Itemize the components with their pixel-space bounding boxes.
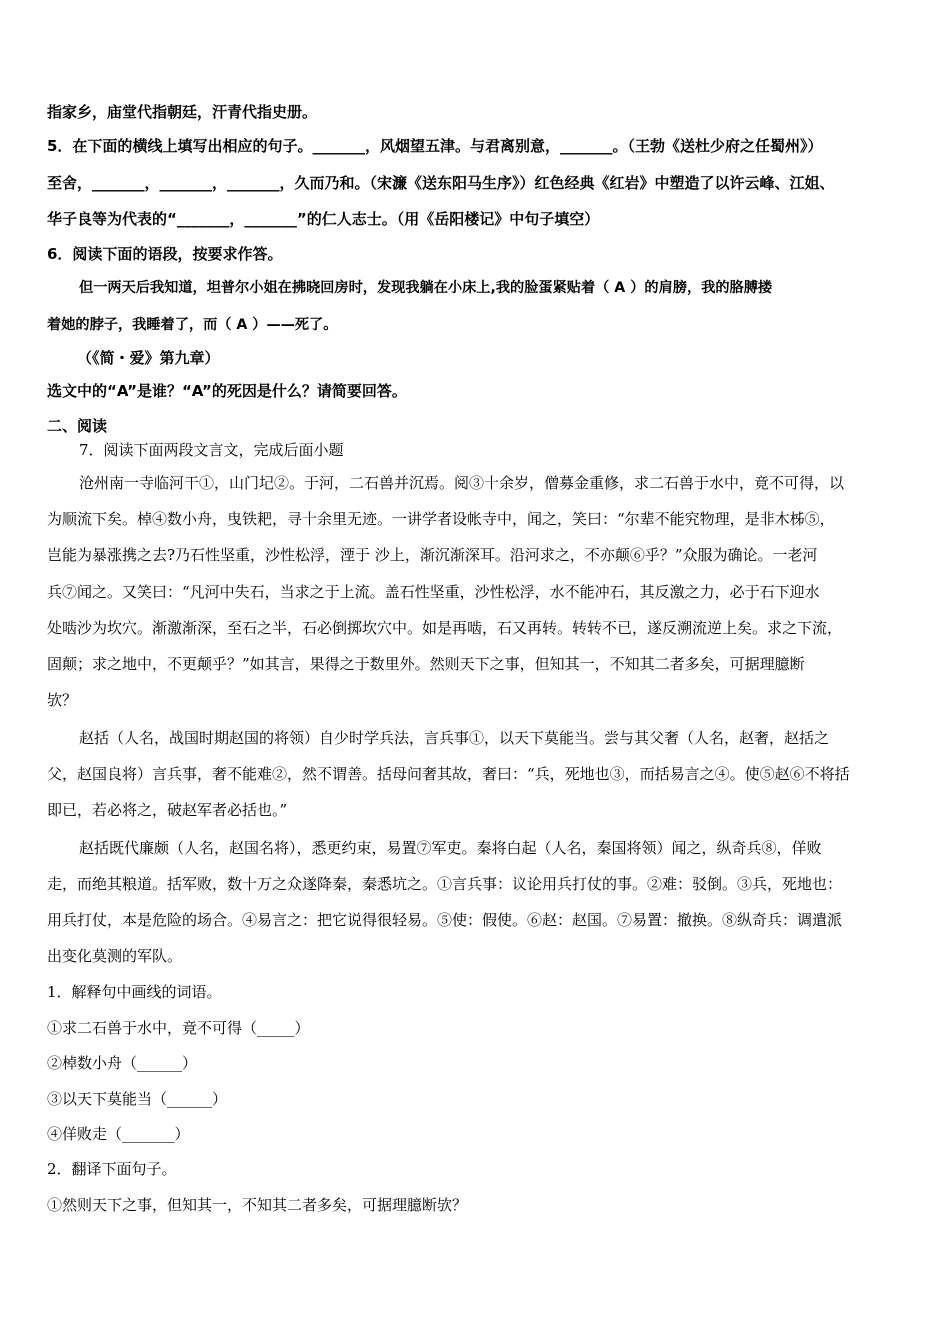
passage-2-line: 父，赵国良将）言兵事，奢不能难②，然不谓善。括母问奢其故，奢曰：“兵，死地也③，而括易言之④。使⑤赵⑥不将括: [47, 765, 850, 783]
sub1-item: ④佯败走（_______）: [47, 1125, 190, 1143]
passage-1-line: 沧州南一寺临河干①，山门圮②。于河，二石兽并沉焉。阅③十余岁，僧募金重修，求二石兽于水中，竟不可得，以: [79, 474, 845, 492]
passage-3-line: 用兵打仗，本是危险的场合。④易言之：把它说得很轻易。⑤使：假使。⑥赵：赵国。⑦易置：撤换。⑧纵奇兵：调遣派: [47, 911, 843, 929]
passage-3-line: 赵括既代廉颇（人名，赵国名将），悉更约束，易置⑦军吏。秦将白起（人名，秦国将领）闻之，纵奇兵⑧，佯败: [79, 839, 822, 857]
sub1-item: ①求二石兽于水中，竟不可得（_____）: [47, 1019, 310, 1037]
q6-source: （《简・爱》第九章）: [77, 349, 220, 367]
sub2-item: ①然则天下之事，但知其一，不知其二者多矣，可据理臆断欤？: [47, 1196, 468, 1214]
sub1-item: ③以天下莫能当（______）: [47, 1090, 228, 1108]
q6-passage-line-2: 着她的脖子，我睡着了，而（ A ）——死了。: [47, 317, 338, 333]
passage-1-line: 欤？: [47, 691, 78, 709]
passage-3-line: 出变化莫测的军队。: [47, 947, 183, 965]
q6-question: 选文中的“A”是谁？“A”的死因是什么？请简要回答。: [47, 382, 407, 400]
passage-3-line: 走，而绝其粮道。括军败，数十万之众遂降秦，秦悉坑之。①言兵事：议论用兵打仗的事。②难：驳倒。③兵，死地也：: [47, 875, 843, 893]
q6-passage-line-1: 但一两天后我知道，坦普尔小姐在拂晓回房时，发现我躺在小床上,我的脸蛋紧贴着（ A ）的肩膀，我的胳膊搂: [79, 280, 773, 296]
passage-2-line: 即已，若必将之，破赵军者必括也。”: [47, 801, 288, 819]
section-title: 二、阅读: [47, 417, 108, 435]
q7-heading: 7．阅读下面两段文言文，完成后面小题: [79, 441, 344, 459]
sub1-item: ②棹数小舟（______）: [47, 1054, 198, 1072]
continuation-line: 指家乡，庙堂代指朝廷，汗青代指史册。: [47, 103, 318, 121]
passage-1-line: 处啮沙为坎穴。渐激渐深，至石之半，石必倒掷坎穴中。如是再啮，石又再转。转转不已，遂反溯流逆上矣。求之下流，: [47, 619, 843, 637]
passage-1-line: 岂能为暴涨携之去?乃石性坚重，沙性松浮，湮于 沙上，渐沉渐深耳。沿河求之，不亦颠⑥乎？”众服为确论。一老河: [47, 546, 818, 564]
sub1-heading: 1．解释句中画线的词语。: [47, 983, 222, 1001]
passage-1-line: 固颠；求之地中，不更颠乎？”如其言，果得之于数里外。然则天下之事，但知其一，不知其二者多矣，可据理臆断: [47, 655, 805, 673]
q6-heading: 6．阅读下面的语段，按要求作答。: [47, 245, 283, 263]
passage-2-line: 赵括（人名，战国时期赵国的将领）自少时学兵法，言兵事①，以天下莫能当。尝与其父奢（人名，赵奢，赵括之: [79, 729, 830, 747]
passage-1-line: 为顺流下矣。棹④数小舟，曳铁耙，寻十余里无迹。一讲学者设帐寺中，闻之，笑曰：“尔辈不能究物理，是非木柹⑤，: [47, 510, 835, 528]
passage-1-line: 兵⑦闻之。又笑曰：“凡河中失石，当求之于上流。盖石性坚重，沙性松浮，水不能冲石，其反激之力，必于石下迎水: [47, 583, 820, 601]
q5-line-3: 华子良等为代表的“_______，_______”的仁人志士。（用《岳阳楼记》中句子填空）: [47, 210, 600, 228]
q5-line-2: 至舍，_______，_______，_______，久而乃和。（宋濂《送东阳马生序》）红色经典《红岩》中塑造了以许云峰、江姐、: [47, 174, 835, 192]
sub2-heading: 2．翻译下面句子。: [47, 1160, 177, 1178]
q5-line-1: 5．在下面的横线上填写出相应的句子。_______，风烟望五津。与君离别意，_______。（王勃《送杜少府之任蜀州》）: [47, 137, 823, 155]
